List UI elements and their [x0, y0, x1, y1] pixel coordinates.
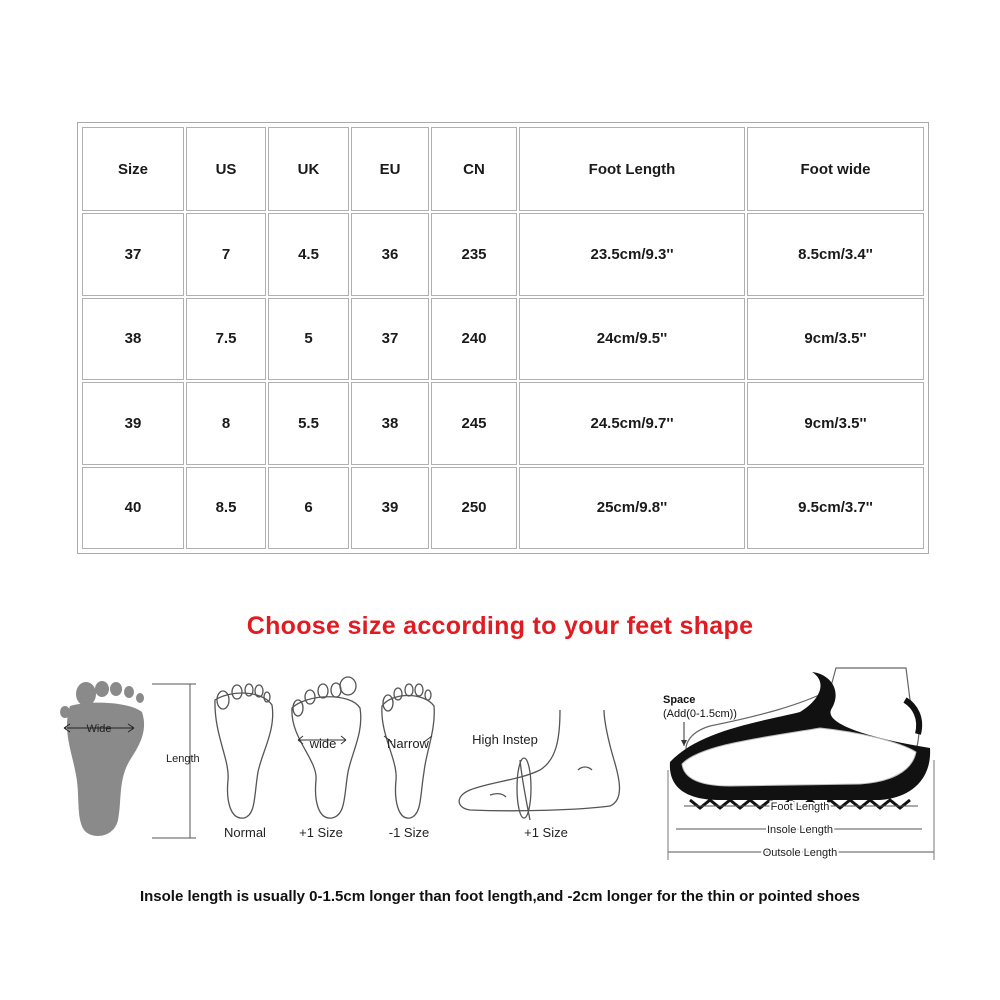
size-table — [80, 125, 926, 551]
cell-foot-length: 23.5cm/9.3'' — [519, 213, 745, 296]
header-foot-wide: Foot wide — [747, 127, 924, 211]
insole-length-label: Insole Length — [766, 824, 834, 836]
high-instep-label: High Instep — [472, 732, 538, 747]
normal-label: Normal — [224, 825, 266, 840]
table-row — [82, 382, 924, 465]
high-instep-foot-icon — [459, 710, 619, 820]
header-us: US — [186, 127, 266, 211]
cell-size: 39 — [82, 382, 184, 465]
cell-us: 8.5 — [186, 467, 266, 550]
cell-us: 7 — [186, 213, 266, 296]
cell-uk: 5 — [268, 298, 349, 381]
normal-foot-icon — [215, 684, 273, 818]
table-row — [82, 298, 924, 381]
cell-eu: 37 — [351, 298, 429, 381]
minus-one-size-label: -1 Size — [388, 825, 430, 840]
cell-size: 38 — [82, 298, 184, 381]
cell-foot-wide: 9cm/3.5'' — [747, 382, 924, 465]
table-row — [82, 213, 924, 296]
header-uk: UK — [268, 127, 349, 211]
cell-size: 40 — [82, 467, 184, 550]
cell-cn: 250 — [431, 467, 517, 550]
cell-foot-wide: 9.5cm/3.7'' — [747, 467, 924, 550]
cell-uk: 5.5 — [268, 382, 349, 465]
cell-foot-length: 24cm/9.5'' — [519, 298, 745, 381]
header-eu: EU — [351, 127, 429, 211]
cell-foot-length: 25cm/9.8'' — [519, 467, 745, 550]
headline: Choose size according to your feet shape — [246, 612, 754, 640]
shoe-cross-section-icon — [670, 668, 930, 808]
cell-cn: 235 — [431, 213, 517, 296]
table-row — [82, 467, 924, 550]
header-foot-length: Foot Length — [519, 127, 745, 211]
narrow-foot-icon — [382, 684, 434, 818]
cell-foot-wide: 8.5cm/3.4'' — [747, 213, 924, 296]
high-instep-size-label: +1 Size — [524, 825, 568, 840]
table-header-row — [82, 127, 924, 211]
length-label: Length — [166, 753, 200, 765]
header-cn: CN — [431, 127, 517, 211]
header-size: Size — [82, 127, 184, 211]
space-label: Space — [663, 694, 696, 706]
cell-cn: 245 — [431, 382, 517, 465]
cell-size: 37 — [82, 213, 184, 296]
cell-uk: 4.5 — [268, 213, 349, 296]
cell-eu: 38 — [351, 382, 429, 465]
narrow-arrow-label: Narrow — [387, 736, 429, 751]
foot-measurement-diagram — [0, 660, 1000, 880]
wide-arrow-label: wide — [309, 736, 337, 751]
cell-eu: 39 — [351, 467, 429, 550]
insole-note: Insole length is usually 0-1.5cm longer than foot length,and -2cm longer for the thin or pointed shoes — [139, 888, 861, 905]
cell-foot-length: 24.5cm/9.7'' — [519, 382, 745, 465]
cell-us: 8 — [186, 382, 266, 465]
cell-eu: 36 — [351, 213, 429, 296]
cell-us: 7.5 — [186, 298, 266, 381]
cell-uk: 6 — [268, 467, 349, 550]
foot-length-label: Foot Length — [770, 801, 830, 813]
foot-silhouette-icon — [60, 681, 144, 836]
cell-cn: 240 — [431, 298, 517, 381]
plus-one-size-label: +1 Size — [299, 825, 343, 840]
size-chart-table — [77, 122, 929, 554]
space-range-label: (Add(0-1.5cm)) — [663, 708, 737, 720]
wide-label: Wide — [86, 723, 112, 735]
cell-foot-wide: 9cm/3.5'' — [747, 298, 924, 381]
outsole-length-label: Outsole Length — [762, 847, 838, 859]
